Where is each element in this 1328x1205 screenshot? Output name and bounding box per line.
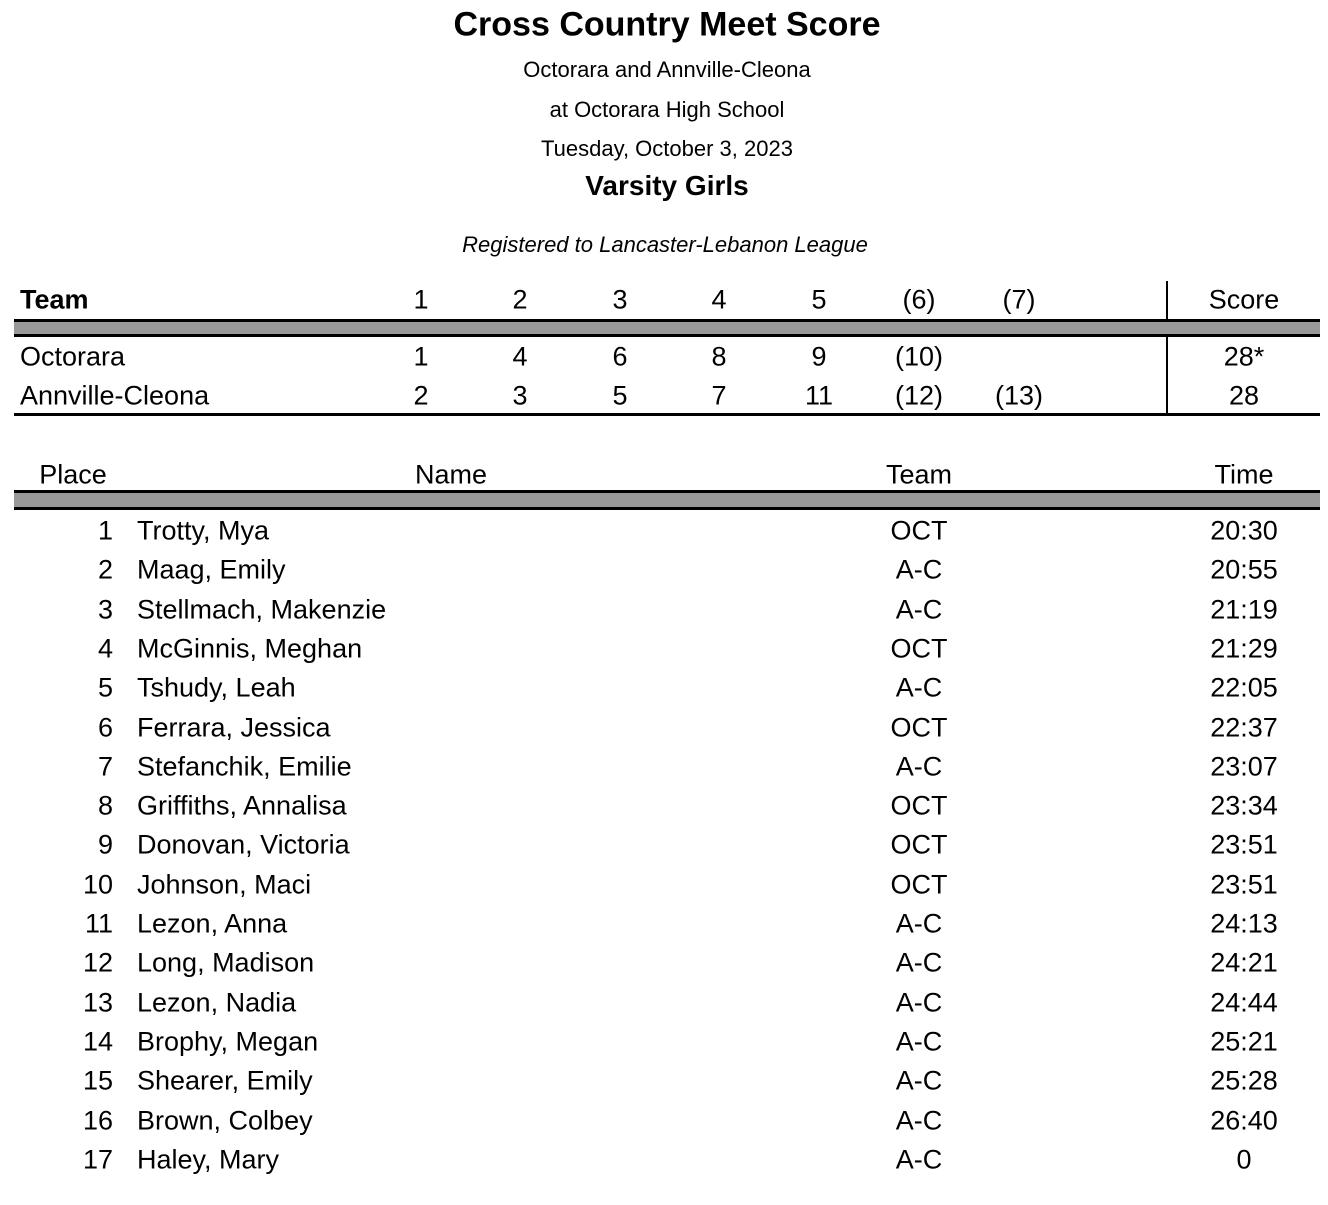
result-place: 12 xyxy=(82,947,113,978)
result-team: OCT xyxy=(890,829,948,860)
column-header-team: Team xyxy=(885,459,953,490)
team-place: 3 xyxy=(512,380,528,411)
result-time: 22:37 xyxy=(1210,712,1278,742)
column-header-score: Score xyxy=(1208,284,1280,315)
result-place: 2 xyxy=(97,554,113,585)
team-score: 28 xyxy=(1228,380,1260,411)
team-place: 5 xyxy=(612,380,628,411)
result-name: McGinnis, Meghan xyxy=(137,633,363,664)
result-name: Lezon, Nadia xyxy=(137,987,297,1018)
result-time: 21:29 xyxy=(1210,633,1278,664)
column-header-place-1: 1 xyxy=(413,284,429,315)
result-place: 11 xyxy=(84,908,113,939)
result-team: A-C xyxy=(895,1065,943,1096)
result-name: Johnson, Maci xyxy=(137,869,312,900)
result-team: A-C xyxy=(895,1105,943,1135)
team-place: 2 xyxy=(413,380,429,411)
result-team: OCT xyxy=(890,515,948,546)
column-header-place-6: (6) xyxy=(902,284,936,315)
result-place: 4 xyxy=(97,633,113,664)
result-name: Donovan, Victoria xyxy=(137,829,350,860)
result-place: 7 xyxy=(97,751,113,782)
result-team: A-C xyxy=(895,987,943,1018)
team-place: 11 xyxy=(804,380,834,411)
result-time: 24:13 xyxy=(1210,908,1278,939)
team-place: (12) xyxy=(894,380,944,411)
team-place: 4 xyxy=(512,341,528,372)
result-time: 24:21 xyxy=(1210,947,1278,978)
meet-teams: Octorara and Annville-Cleona xyxy=(523,57,811,82)
header-band xyxy=(14,319,1320,337)
result-place: 8 xyxy=(97,790,113,821)
result-place: 6 xyxy=(97,712,113,742)
result-place: 16 xyxy=(82,1105,113,1135)
result-time: 22:05 xyxy=(1210,672,1278,703)
column-header-place-2: 2 xyxy=(512,284,528,315)
division-title: Varsity Girls xyxy=(585,170,749,201)
result-place: 14 xyxy=(82,1026,113,1057)
column-header-time: Time xyxy=(1214,459,1274,490)
result-place: 1 xyxy=(97,515,113,546)
meet-date: Tuesday, October 3, 2023 xyxy=(541,136,793,161)
column-header-place-4: 4 xyxy=(711,284,727,315)
registration-note: Registered to Lancaster-Lebanon League xyxy=(462,232,868,257)
team-name: Annville-Cleona xyxy=(20,380,210,411)
result-name: Ferrara, Jessica xyxy=(137,712,331,742)
table-bottom-line xyxy=(14,413,1320,416)
result-name: Shearer, Emily xyxy=(137,1065,313,1096)
result-place: 9 xyxy=(97,829,113,860)
result-time: 23:07 xyxy=(1210,751,1278,782)
result-team: OCT xyxy=(890,869,948,900)
result-name: Lezon, Anna xyxy=(137,908,288,939)
result-name: Brophy, Megan xyxy=(137,1026,319,1057)
result-time: 23:51 xyxy=(1210,829,1278,860)
column-header-name: Name xyxy=(414,459,488,490)
team-score: 28* xyxy=(1223,341,1265,372)
column-header-place-3: 3 xyxy=(612,284,628,315)
result-place: 10 xyxy=(82,869,113,900)
team-place: 6 xyxy=(612,341,628,372)
column-header-place-5: 5 xyxy=(811,284,827,315)
document-title: Cross Country Meet Score xyxy=(453,5,881,44)
result-team: A-C xyxy=(895,1144,943,1175)
result-place: 13 xyxy=(82,987,113,1018)
result-team: A-C xyxy=(895,1026,943,1057)
result-time: 0 xyxy=(1236,1144,1252,1175)
result-time: 21:19 xyxy=(1210,594,1278,625)
result-time: 25:28 xyxy=(1210,1065,1278,1096)
team-place: 8 xyxy=(711,341,727,372)
column-header-place-7: (7) xyxy=(1002,284,1036,315)
result-team: A-C xyxy=(895,594,943,625)
team-name: Octorara xyxy=(20,341,126,372)
team-place: (10) xyxy=(894,341,944,372)
score-divider xyxy=(1166,281,1168,415)
header-band xyxy=(14,490,1320,510)
result-name: Stefanchik, Emilie xyxy=(137,751,352,782)
result-time: 23:34 xyxy=(1210,790,1278,821)
column-header-team: Team xyxy=(20,284,89,315)
result-place: 5 xyxy=(97,672,113,703)
result-team: A-C xyxy=(895,908,943,939)
result-name: Haley, Mary xyxy=(137,1144,280,1175)
result-team: OCT xyxy=(890,712,948,742)
result-place: 3 xyxy=(97,594,113,625)
result-name: Trotty, Mya xyxy=(137,515,270,546)
result-time: 20:30 xyxy=(1210,515,1278,546)
result-team: A-C xyxy=(895,751,943,782)
result-name: Maag, Emily xyxy=(137,554,286,585)
result-team: A-C xyxy=(895,672,943,703)
result-name: Tshudy, Leah xyxy=(137,672,296,703)
result-place: 17 xyxy=(82,1144,113,1175)
team-place: 9 xyxy=(811,341,827,372)
result-name: Long, Madison xyxy=(137,947,315,978)
result-place: 15 xyxy=(82,1065,113,1096)
result-time: 25:21 xyxy=(1210,1026,1278,1057)
result-time: 23:51 xyxy=(1210,869,1278,900)
result-name: Stellmach, Makenzie xyxy=(137,594,387,625)
meet-location: at Octorara High School xyxy=(549,97,785,122)
team-place: 7 xyxy=(711,380,727,411)
column-header-place: Place xyxy=(39,459,107,490)
result-name: Brown, Colbey xyxy=(137,1105,313,1135)
team-place: (13) xyxy=(994,380,1044,411)
result-time: 24:44 xyxy=(1210,987,1278,1018)
result-team: A-C xyxy=(895,554,943,585)
result-team: A-C xyxy=(895,947,943,978)
result-team: OCT xyxy=(890,790,948,821)
result-name: Griffiths, Annalisa xyxy=(137,790,347,821)
team-place: 1 xyxy=(413,341,429,372)
result-time: 20:55 xyxy=(1210,554,1278,585)
result-time: 26:40 xyxy=(1210,1105,1278,1135)
result-team: OCT xyxy=(890,633,948,664)
